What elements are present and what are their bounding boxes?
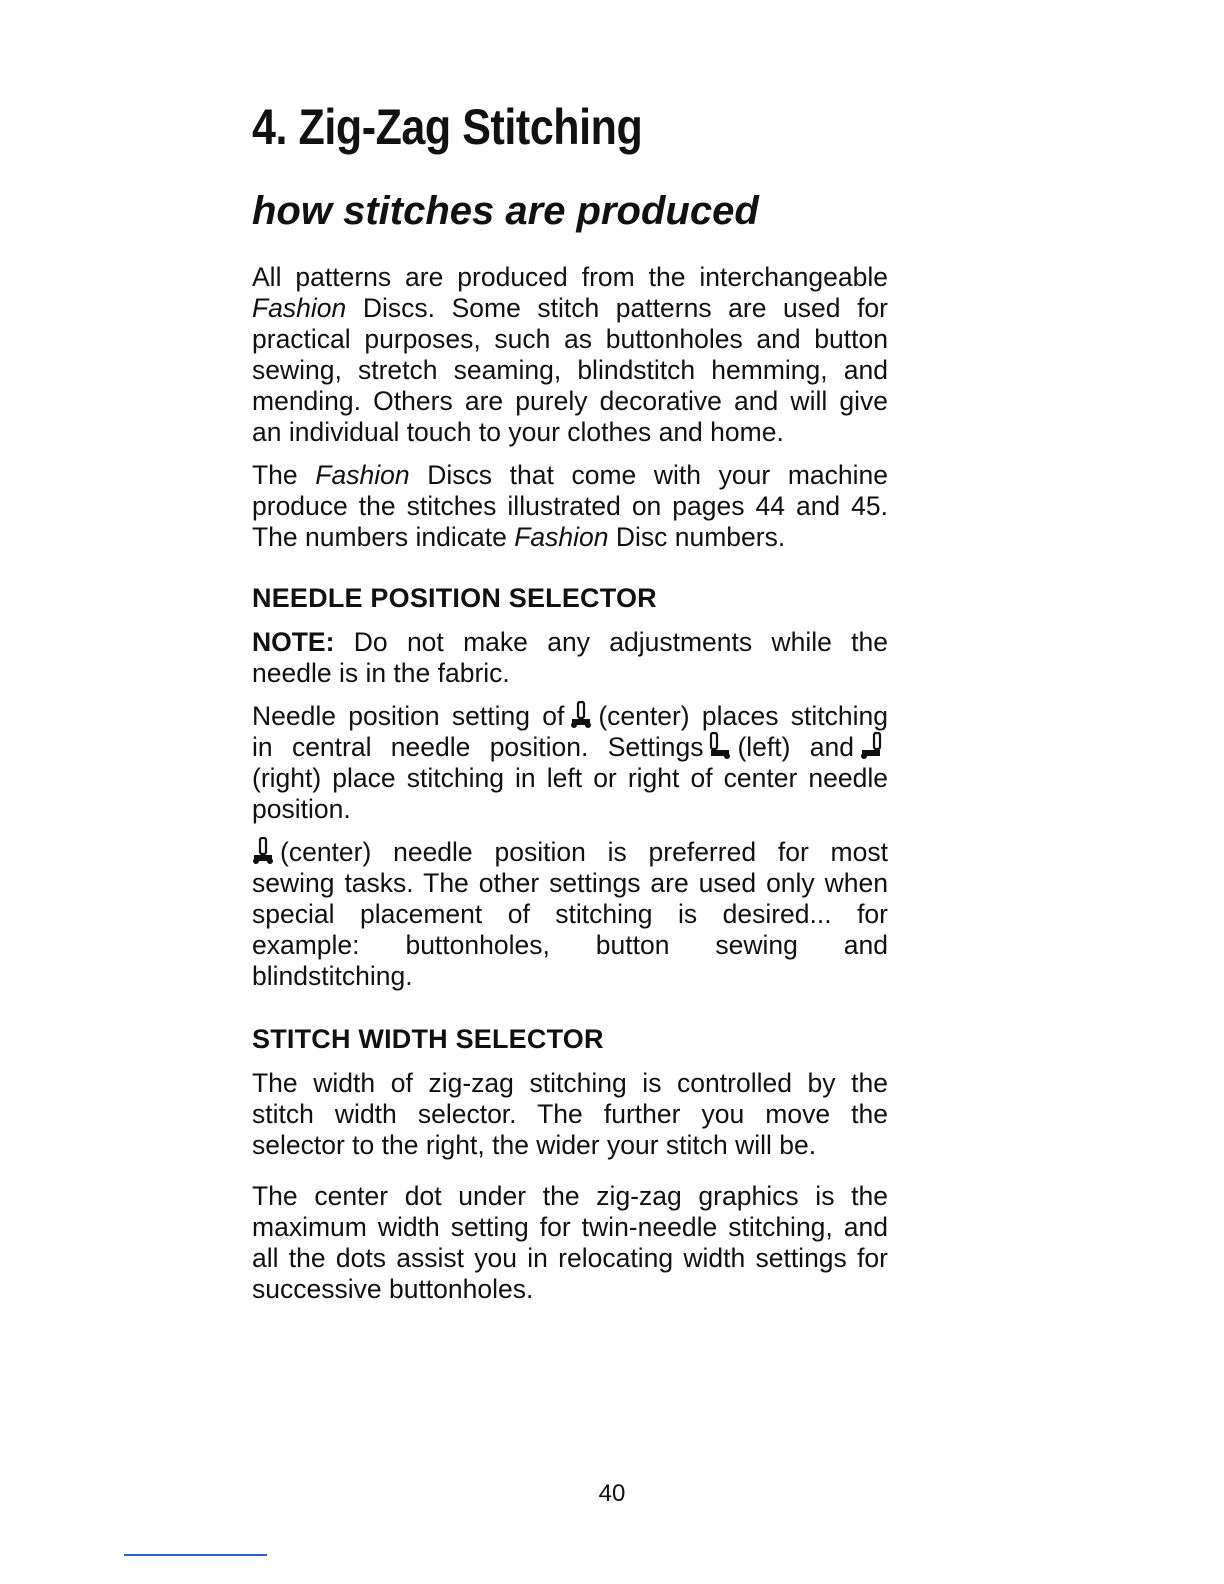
needle-left-icon: [709, 732, 731, 760]
needle-center-icon: [570, 701, 592, 729]
link-underline: [124, 1554, 267, 1556]
page-number: 40: [598, 1480, 626, 1507]
needle-right-icon: [860, 732, 882, 760]
note-paragraph: NOTE: Do not make any adjustments while the needle is in the fabric.: [252, 627, 888, 688]
intro-paragraph-1: All patterns are produced from the interchangeable Fashion Discs. Some stitch patterns are used for practical purposes, such as buttonholes and button sewing, stretch seaming, blindstitch hemming, and mending. Others are purely decorative and will give an individual touch to your clothes and home.: [252, 262, 888, 447]
needle-position-paragraph: Needle position setting of (center) places stitching in central needle position. Settings (left) and(right) place stitching in left or right of center needle position.: [252, 701, 888, 824]
needle-position-heading: NEEDLE POSITION SELECTOR: [252, 583, 657, 613]
center-position-paragraph: (center) needle position is preferred for most sewing tasks. The other settings are used only when special placement of stitching is desired... for example: buttonholes, button sewing and blindstitching.: [252, 837, 888, 991]
note-label: NOTE:: [252, 627, 335, 657]
stitch-width-heading: STITCH WIDTH SELECTOR: [252, 1024, 604, 1054]
manual-page: [252, 96, 888, 1305]
chapter-title: 4. Zig-Zag Stitching: [252, 99, 643, 155]
chapter-subtitle: how stitches are produced: [252, 189, 759, 233]
stitch-width-paragraph-2: The center dot under the zig-zag graphics is the maximum width setting for twin-needle stitching, and all the dots assist you in relocating width settings for successive buttonholes.: [252, 1181, 888, 1304]
needle-center-icon: [252, 837, 274, 865]
intro-paragraph-2: The Fashion Discs that come with your machine produce the stitches illustrated on pages 44 and 45. The numbers indicate Fashion Disc numbers.: [252, 460, 888, 552]
stitch-width-paragraph-1: The width of zig-zag stitching is controlled by the stitch width selector. The further you move the selector to the right, the wider your stitch will be.: [252, 1068, 888, 1160]
